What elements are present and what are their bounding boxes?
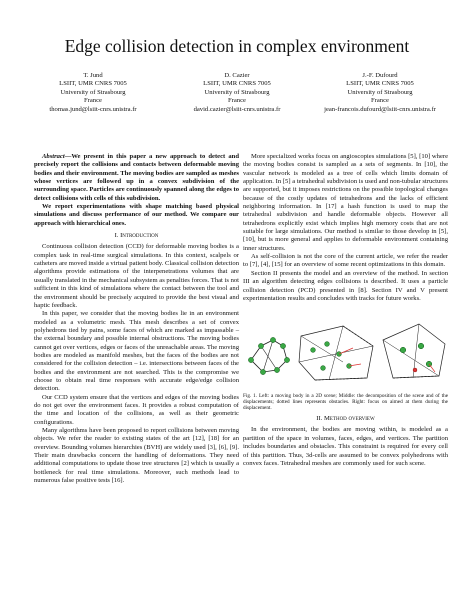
paragraph: Our CCD system ensure that the vertices and edges of the moving bodies do not get over the environment faces. It provides a robust computation of the time and location of the collisions, as well as their geometric configurations.	[34, 393, 239, 426]
figure-vertex	[260, 370, 265, 375]
abstract-text: —We present in this paper a new approach to detect and precisely report the collisions and contacts between deformable moving bodies and their environment. The moving bodies are sampled as meshes whose vertices are followed up in a convex subdivision of the surrounding space. Particles are continuously spanned along the edges to detect collisions with cells of this subdivision.	[34, 153, 239, 202]
paragraph: In the environment, the bodies are moving within, is modeled as a partition of the space in volumes, faces, edges, and vertices. The partition includes boundaries and obstacles. This constraint is required for every cell of this partition. Thus, 3d-cells are assumed to be convex polyhedrons with convex faces. Tetrahedral meshes are commonly used for such scene.	[243, 426, 448, 467]
author-email: david.cazier@lsiit-cnrs.unistra.fr	[193, 105, 281, 113]
figure-caption: Fig. 1. Left: a moving body in a 2D scene; Middle: the decomposition of the scene and of the displacements; dotted lines represents obstacles. Right: focus on aimed at them during the displacement.	[243, 392, 448, 411]
figure-vertex	[284, 358, 289, 363]
figure-vertex	[280, 344, 285, 349]
figure-vertex	[325, 342, 330, 347]
author-country: France	[228, 97, 246, 105]
author-2	[162, 72, 312, 114]
author-3	[305, 72, 455, 114]
paragraph: As self-collision is not the core of the current article, we refer the reader to [7], [4], [15] for an overview of some recent optimizations in this domain.	[243, 253, 448, 269]
section-heading-method-overview: II. Method overview	[316, 415, 375, 423]
figure-panel-middle	[299, 326, 373, 380]
abstract-paragraph-2: We report experimentations with shape matching based physical simulations and discuss performance of our method. We compare our approach with hierarchical ones.	[34, 203, 239, 227]
figure-displacement	[429, 364, 435, 372]
figure-1	[243, 306, 448, 386]
author-affiliation: LSIIT, UMR CNRS 7005	[59, 80, 127, 88]
author-email: jean-francois.dufourd@lsiit-cnrs.unistra.fr	[324, 105, 436, 113]
section-heading-introduction: I. Introduction	[114, 232, 159, 240]
figure-vertex	[311, 348, 316, 353]
figure-vertex	[321, 366, 326, 371]
author-1	[18, 72, 168, 114]
paragraph: More specialized works focus on angioscopies simulations [5], [10] where the moving bodies consist is sampled as a sets of segments. In [10], the vascular network is modeled as a tree of cells which limits domain of application. In [5] a tetrahedral subdivision is used and non-tubular structures are supported, but it imposes restrictions on the possible topological changes because of the costly updates of tetrahedrons and the lacks of efficient neighboring information. In [17] a hash function is used to map the tetrahedral subdivision and handle deformable objects. However all tetrahedrons explicitly exist which implies high memory costs that are not suitable for large simulations. Our method is similar to those develop in [5], [10], but is more general and applies to deformable environment containing inner structures.	[243, 153, 448, 252]
figure-vertex	[400, 347, 406, 353]
figure-panel-left	[248, 338, 289, 375]
author-university: University of Strasbourg	[204, 88, 270, 96]
figure-cell-edge	[299, 346, 373, 362]
author-name: T. Jund	[83, 72, 103, 79]
figure-edge	[261, 346, 277, 370]
paper-title: Edge collision detection in complex environment	[64, 36, 410, 56]
figure-collision-point	[413, 368, 417, 372]
paragraph: Continuous collision detection (CCD) for deformable moving bodies is a complex task in real-time surgical simulations. In this context, scalpels or catheters are moved inside a virtual patient body. Classical collision detection algorithms provide estimations of the interpenetrations volumes that are usually translated in the mechanical subsystem as penalties forces. That is not sufficient in this kind of simulations where the contact between the tool and the environment should be precisely acquired to provide the best visual and haptic feedback.	[34, 243, 239, 309]
abstract-label: Abstract	[42, 153, 65, 160]
paragraph: Section II presents the model and an overview of the method. In section III an algorithm detecting edges collisions is described. It uses a particle collision detection (PCD) presented in [8]. Section IV and V present experimentation results and concludes with tracks for future works.	[243, 269, 448, 302]
abstract	[34, 153, 239, 203]
author-country: France	[371, 97, 389, 105]
author-email: thomas.jund@lsiit-cnrs.unistra.fr	[49, 105, 137, 113]
author-affiliation: LSIIT, UMR CNRS 7005	[346, 80, 414, 88]
author-country: France	[84, 97, 102, 105]
figure-vertex	[258, 344, 263, 349]
author-university: University of Strasbourg	[60, 88, 126, 96]
figure-cell-edge	[301, 336, 343, 362]
figure-vertex	[270, 338, 275, 343]
figure-vertex	[248, 358, 253, 363]
author-name: J.-F. Dufourd	[362, 72, 398, 79]
author-name: D. Cazier	[224, 72, 250, 79]
author-university: University of Strasbourg	[347, 88, 413, 96]
figure-vertex	[418, 343, 424, 349]
right-column	[243, 153, 448, 468]
paragraph: In this paper, we consider that the moving bodies lie in an environment modeled as a volumetric mesh. This mesh describes a set of convex polyhedrons tied by pains, some faces of which are marked as impassable – the external boundary and possible internal obstructions. The moving bodies cannot get over vertices, edges or faces of the unreachable areas. The moving bodies are modeled as manifold meshes, but the faces of the bodies are not considered for the collision detection – i.e. intersections between faces of the bodies and the environment are not searched. This is the compromise we choose to obtain real time responses with accurate edge/edge collision detection.	[34, 310, 239, 393]
author-affiliation: LSIIT, UMR CNRS 7005	[203, 80, 271, 88]
figure-panel-right	[383, 324, 445, 378]
figure-edge	[263, 340, 273, 372]
paragraph: Many algorithms have been proposed to report collisions between moving objects. We refer the reader to existing states of the art [12], [18] for an overview. Bounding volumes hierarchies (BVH) are widely used [3], [6], [9]. Their main drawbacks concern the handling of deformations. They need additional computations to update those tree structures [2] which is usually a bottleneck for real time simulations. Moreover, such methods lead to numerous false positive tests [16].	[34, 427, 239, 485]
figure-vertex	[274, 368, 279, 373]
left-column	[34, 153, 239, 485]
